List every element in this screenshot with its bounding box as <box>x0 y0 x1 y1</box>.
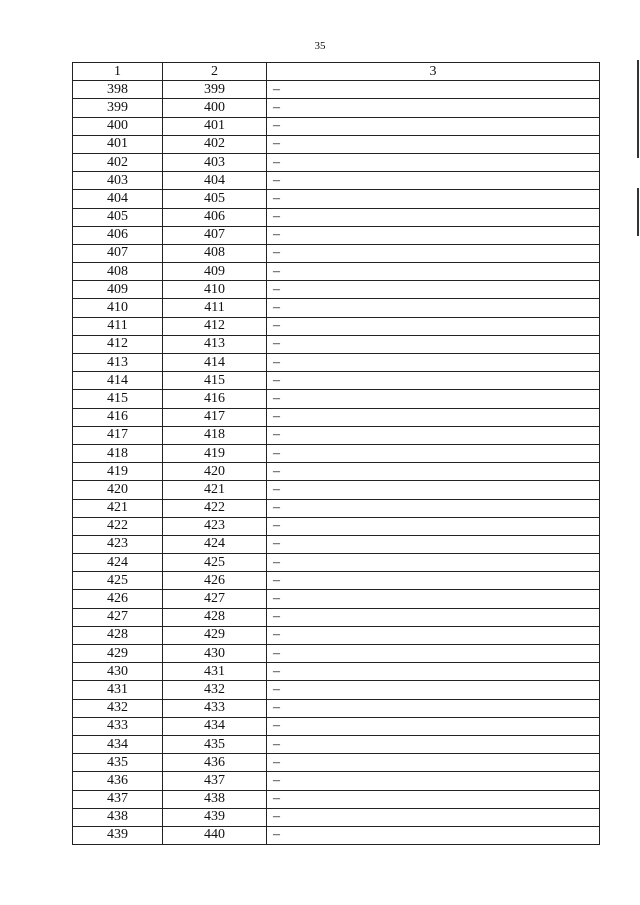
table-cell-col-1: 433 <box>73 717 163 735</box>
table-cell-col-1: 421 <box>73 499 163 517</box>
table-cell-col-2: 401 <box>163 117 267 135</box>
table-row <box>73 408 600 426</box>
table-row <box>73 790 600 808</box>
table-cell-col-2: 438 <box>163 790 267 808</box>
table-row <box>73 99 600 117</box>
table-cell-col-1: 411 <box>73 317 163 335</box>
table-row <box>73 263 600 281</box>
table-row <box>73 608 600 626</box>
table-row <box>73 426 600 444</box>
table-cell-col-3: – <box>267 808 600 826</box>
table-cell-col-3: – <box>267 626 600 644</box>
table-cell-col-2: 415 <box>163 372 267 390</box>
table-cell-col-3: – <box>267 281 600 299</box>
table-row <box>73 190 600 208</box>
table-cell-col-1: 428 <box>73 626 163 644</box>
table-cell-col-3: – <box>267 444 600 462</box>
table-cell-col-3: – <box>267 335 600 353</box>
table-cell-col-2: 404 <box>163 172 267 190</box>
table-cell-col-3: – <box>267 190 600 208</box>
table-cell-col-2: 422 <box>163 499 267 517</box>
table-cell-col-2: 413 <box>163 335 267 353</box>
table-cell-col-3: – <box>267 699 600 717</box>
table-cell-col-3: – <box>267 717 600 735</box>
table-cell-col-3: – <box>267 535 600 553</box>
table-cell-col-2: 440 <box>163 826 267 844</box>
table-cell-col-2: 399 <box>163 81 267 99</box>
table-cell-col-1: 412 <box>73 335 163 353</box>
table-cell-col-1: 410 <box>73 299 163 317</box>
table-cell-col-3: – <box>267 517 600 535</box>
table-row <box>73 335 600 353</box>
table-cell-col-2: 419 <box>163 444 267 462</box>
table-cell-col-2: 411 <box>163 299 267 317</box>
table-cell-col-3: – <box>267 790 600 808</box>
table-cell-col-2: 424 <box>163 535 267 553</box>
table-cell-col-1: 408 <box>73 263 163 281</box>
table-row <box>73 826 600 844</box>
table-cell-col-1: 431 <box>73 681 163 699</box>
table-cell-col-3: – <box>267 117 600 135</box>
table-row <box>73 299 600 317</box>
table-cell-col-3: – <box>267 153 600 171</box>
column-header-2: 2 <box>163 63 267 81</box>
table-cell-col-1: 403 <box>73 172 163 190</box>
table-cell-col-1: 415 <box>73 390 163 408</box>
table-row <box>73 244 600 262</box>
table-row <box>73 153 600 171</box>
table-cell-col-2: 437 <box>163 772 267 790</box>
table-row <box>73 481 600 499</box>
table-cell-col-1: 407 <box>73 244 163 262</box>
table-cell-col-1: 417 <box>73 426 163 444</box>
table-row <box>73 590 600 608</box>
table-cell-col-2: 414 <box>163 354 267 372</box>
table-row <box>73 517 600 535</box>
table-row <box>73 117 600 135</box>
table-cell-col-1: 418 <box>73 444 163 462</box>
table-body <box>73 81 600 845</box>
table-cell-col-1: 422 <box>73 517 163 535</box>
table-cell-col-3: – <box>267 426 600 444</box>
table-cell-col-2: 408 <box>163 244 267 262</box>
table-row <box>73 535 600 553</box>
table-cell-col-2: 400 <box>163 99 267 117</box>
table-cell-col-1: 416 <box>73 408 163 426</box>
table-cell-col-1: 429 <box>73 645 163 663</box>
table-cell-col-3: – <box>267 481 600 499</box>
table-cell-col-2: 418 <box>163 426 267 444</box>
table-cell-col-2: 427 <box>163 590 267 608</box>
table-row <box>73 354 600 372</box>
table-cell-col-3: – <box>267 172 600 190</box>
table-cell-col-1: 405 <box>73 208 163 226</box>
table-cell-col-2: 428 <box>163 608 267 626</box>
table-cell-col-1: 400 <box>73 117 163 135</box>
table-cell-col-1: 413 <box>73 354 163 372</box>
table-cell-col-1: 434 <box>73 735 163 753</box>
table-cell-col-3: – <box>267 299 600 317</box>
table-cell-col-1: 438 <box>73 808 163 826</box>
table-cell-col-1: 409 <box>73 281 163 299</box>
table-cell-col-1: 399 <box>73 99 163 117</box>
table-cell-col-1: 439 <box>73 826 163 844</box>
table-cell-col-2: 426 <box>163 572 267 590</box>
table-cell-col-1: 420 <box>73 481 163 499</box>
table-cell-col-2: 416 <box>163 390 267 408</box>
table-cell-col-2: 412 <box>163 317 267 335</box>
table-cell-col-3: – <box>267 354 600 372</box>
table-row <box>73 663 600 681</box>
table-cell-col-2: 406 <box>163 208 267 226</box>
table-cell-col-1: 435 <box>73 754 163 772</box>
table-row <box>73 226 600 244</box>
table-cell-col-3: – <box>267 372 600 390</box>
table-cell-col-3: – <box>267 772 600 790</box>
table-cell-col-1: 430 <box>73 663 163 681</box>
table-cell-col-1: 425 <box>73 572 163 590</box>
table-cell-col-1: 402 <box>73 153 163 171</box>
table-cell-col-1: 426 <box>73 590 163 608</box>
table-cell-col-2: 417 <box>163 408 267 426</box>
page-number: 35 <box>314 40 326 52</box>
table-cell-col-2: 432 <box>163 681 267 699</box>
table-cell-col-2: 402 <box>163 135 267 153</box>
table-cell-col-1: 419 <box>73 463 163 481</box>
table-row <box>73 499 600 517</box>
table-cell-col-3: – <box>267 826 600 844</box>
scan-edge-mark <box>637 188 639 236</box>
table-cell-col-2: 405 <box>163 190 267 208</box>
table-cell-col-3: – <box>267 499 600 517</box>
table-cell-col-3: – <box>267 408 600 426</box>
table-cell-col-3: – <box>267 135 600 153</box>
table-cell-col-3: – <box>267 681 600 699</box>
table-cell-col-2: 420 <box>163 463 267 481</box>
table-cell-col-1: 414 <box>73 372 163 390</box>
table-row <box>73 554 600 572</box>
table-cell-col-2: 439 <box>163 808 267 826</box>
table-cell-col-3: – <box>267 208 600 226</box>
table-cell-col-2: 409 <box>163 263 267 281</box>
table-row <box>73 444 600 462</box>
table-cell-col-3: – <box>267 590 600 608</box>
table-row <box>73 681 600 699</box>
table-cell-col-3: – <box>267 754 600 772</box>
table-row <box>73 699 600 717</box>
table-row <box>73 135 600 153</box>
table-cell-col-3: – <box>267 463 600 481</box>
table-cell-col-2: 403 <box>163 153 267 171</box>
table-cell-col-1: 423 <box>73 535 163 553</box>
table-row <box>73 463 600 481</box>
table-cell-col-3: – <box>267 390 600 408</box>
table-cell-col-1: 398 <box>73 81 163 99</box>
table-cell-col-2: 425 <box>163 554 267 572</box>
table-cell-col-1: 424 <box>73 554 163 572</box>
table-cell-col-3: – <box>267 554 600 572</box>
table-cell-col-1: 401 <box>73 135 163 153</box>
table-row <box>73 735 600 753</box>
table-cell-col-1: 436 <box>73 772 163 790</box>
table-cell-col-2: 436 <box>163 754 267 772</box>
table-row <box>73 754 600 772</box>
table-cell-col-2: 433 <box>163 699 267 717</box>
table-cell-col-1: 432 <box>73 699 163 717</box>
scan-edge-mark <box>637 60 639 158</box>
table-cell-col-3: – <box>267 645 600 663</box>
table-row <box>73 390 600 408</box>
table-cell-col-2: 434 <box>163 717 267 735</box>
table-row <box>73 317 600 335</box>
table-cell-col-3: – <box>267 317 600 335</box>
table-row <box>73 81 600 99</box>
table-cell-col-3: – <box>267 226 600 244</box>
table-header-row <box>73 63 600 81</box>
table-row <box>73 208 600 226</box>
table-row <box>73 717 600 735</box>
table-cell-col-3: – <box>267 263 600 281</box>
table-row <box>73 372 600 390</box>
table-cell-col-2: 410 <box>163 281 267 299</box>
table-cell-col-2: 435 <box>163 735 267 753</box>
table-row <box>73 572 600 590</box>
table-cell-col-2: 429 <box>163 626 267 644</box>
table-cell-col-2: 430 <box>163 645 267 663</box>
column-header-1: 1 <box>73 63 163 81</box>
table-cell-col-2: 407 <box>163 226 267 244</box>
table-row <box>73 645 600 663</box>
table-cell-col-2: 421 <box>163 481 267 499</box>
table-cell-col-1: 427 <box>73 608 163 626</box>
table-cell-col-2: 431 <box>163 663 267 681</box>
table-cell-col-2: 423 <box>163 517 267 535</box>
table-cell-col-3: – <box>267 99 600 117</box>
table-cell-col-3: – <box>267 608 600 626</box>
table-cell-col-3: – <box>267 244 600 262</box>
table-cell-col-1: 404 <box>73 190 163 208</box>
table-cell-col-3: – <box>267 663 600 681</box>
table-cell-col-1: 406 <box>73 226 163 244</box>
table-cell-col-3: – <box>267 572 600 590</box>
table-row <box>73 626 600 644</box>
column-header-3: 3 <box>267 63 600 81</box>
table-header <box>73 63 600 81</box>
table-cell-col-1: 437 <box>73 790 163 808</box>
table-cell-col-3: – <box>267 735 600 753</box>
table-row <box>73 808 600 826</box>
table-row <box>73 772 600 790</box>
table-cell-col-3: – <box>267 81 600 99</box>
data-table <box>72 62 600 845</box>
table-row <box>73 281 600 299</box>
table-row <box>73 172 600 190</box>
